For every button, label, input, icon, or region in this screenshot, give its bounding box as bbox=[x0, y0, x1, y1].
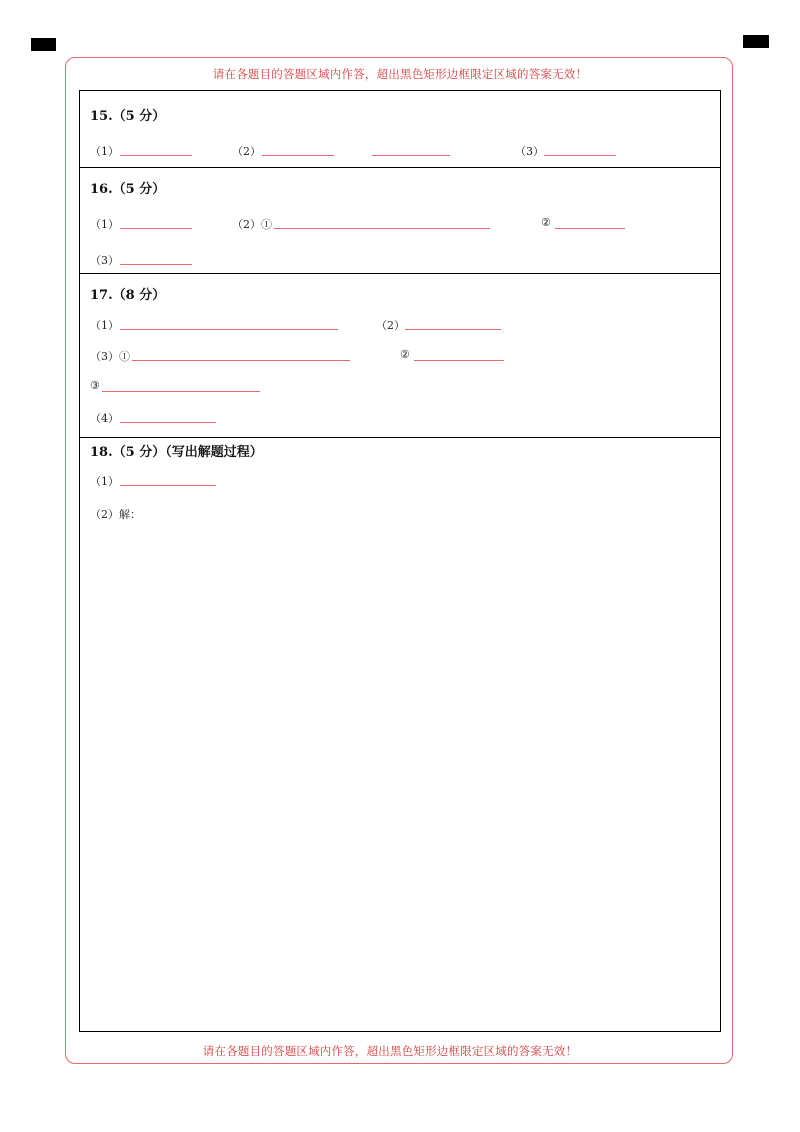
q15-part1-label: （1） bbox=[90, 145, 119, 158]
q18-part2-label: （2）解： bbox=[90, 508, 141, 521]
question-18-title: 18.（5 分）（写出解题过程） bbox=[90, 445, 263, 460]
notice-top: 请在各题目的答题区域内作答，超出黑色矩形边框限定区域的答案无效！ bbox=[212, 67, 588, 81]
q17-part3-blank-3[interactable] bbox=[102, 391, 260, 392]
q17-part4-label: （4） bbox=[90, 412, 119, 425]
q17-part1-blank[interactable] bbox=[120, 329, 338, 330]
q18-solution-area[interactable] bbox=[90, 527, 710, 1022]
q15-part1-blank[interactable] bbox=[120, 155, 192, 156]
q16-part2-circle2-label: ② bbox=[541, 216, 551, 229]
q16-part2-blank-2[interactable] bbox=[555, 228, 625, 229]
question-16 bbox=[80, 167, 720, 274]
q15-part2-blank-a[interactable] bbox=[262, 155, 334, 156]
question-16-title: 16.（5 分） bbox=[90, 182, 166, 197]
q17-part2-blank[interactable] bbox=[405, 329, 501, 330]
q15-part3-label: （3） bbox=[515, 145, 544, 158]
q17-part3-blank-2[interactable] bbox=[414, 360, 504, 361]
alignment-marker-right bbox=[743, 35, 769, 48]
question-17-title: 17.（8 分） bbox=[90, 288, 166, 303]
q16-part3-blank[interactable] bbox=[120, 264, 192, 265]
q16-part1-blank[interactable] bbox=[120, 228, 192, 229]
q15-part2-label: （2） bbox=[232, 145, 261, 158]
notice-bottom: 请在各题目的答题区域内作答，超出黑色矩形边框限定区域的答案无效！ bbox=[202, 1044, 578, 1058]
question-18 bbox=[80, 437, 720, 1031]
q17-part3-circle2-label: ② bbox=[400, 348, 410, 361]
q17-part3-label: （3）① bbox=[90, 350, 130, 363]
q18-part1-blank[interactable] bbox=[120, 485, 216, 486]
alignment-marker-left bbox=[31, 38, 56, 51]
answer-frame bbox=[79, 90, 721, 1032]
q17-part3-circle3-label: ③ bbox=[90, 379, 100, 392]
question-15 bbox=[80, 91, 720, 168]
q15-part2-blank-b[interactable] bbox=[372, 155, 450, 156]
q16-part2-blank-1[interactable] bbox=[274, 228, 490, 229]
q17-part1-label: （1） bbox=[90, 319, 119, 332]
q15-part3-blank[interactable] bbox=[544, 155, 616, 156]
question-17 bbox=[80, 273, 720, 438]
q16-part1-label: （1） bbox=[90, 218, 119, 231]
q18-part1-label: （1） bbox=[90, 475, 119, 488]
q16-part2-label: （2）① bbox=[232, 218, 272, 231]
q17-part2-label: （2） bbox=[376, 319, 405, 332]
q17-part4-blank[interactable] bbox=[120, 422, 216, 423]
q16-part3-label: （3） bbox=[90, 254, 119, 267]
question-15-title: 15.（5 分） bbox=[90, 109, 166, 124]
q17-part3-blank-1[interactable] bbox=[132, 360, 350, 361]
